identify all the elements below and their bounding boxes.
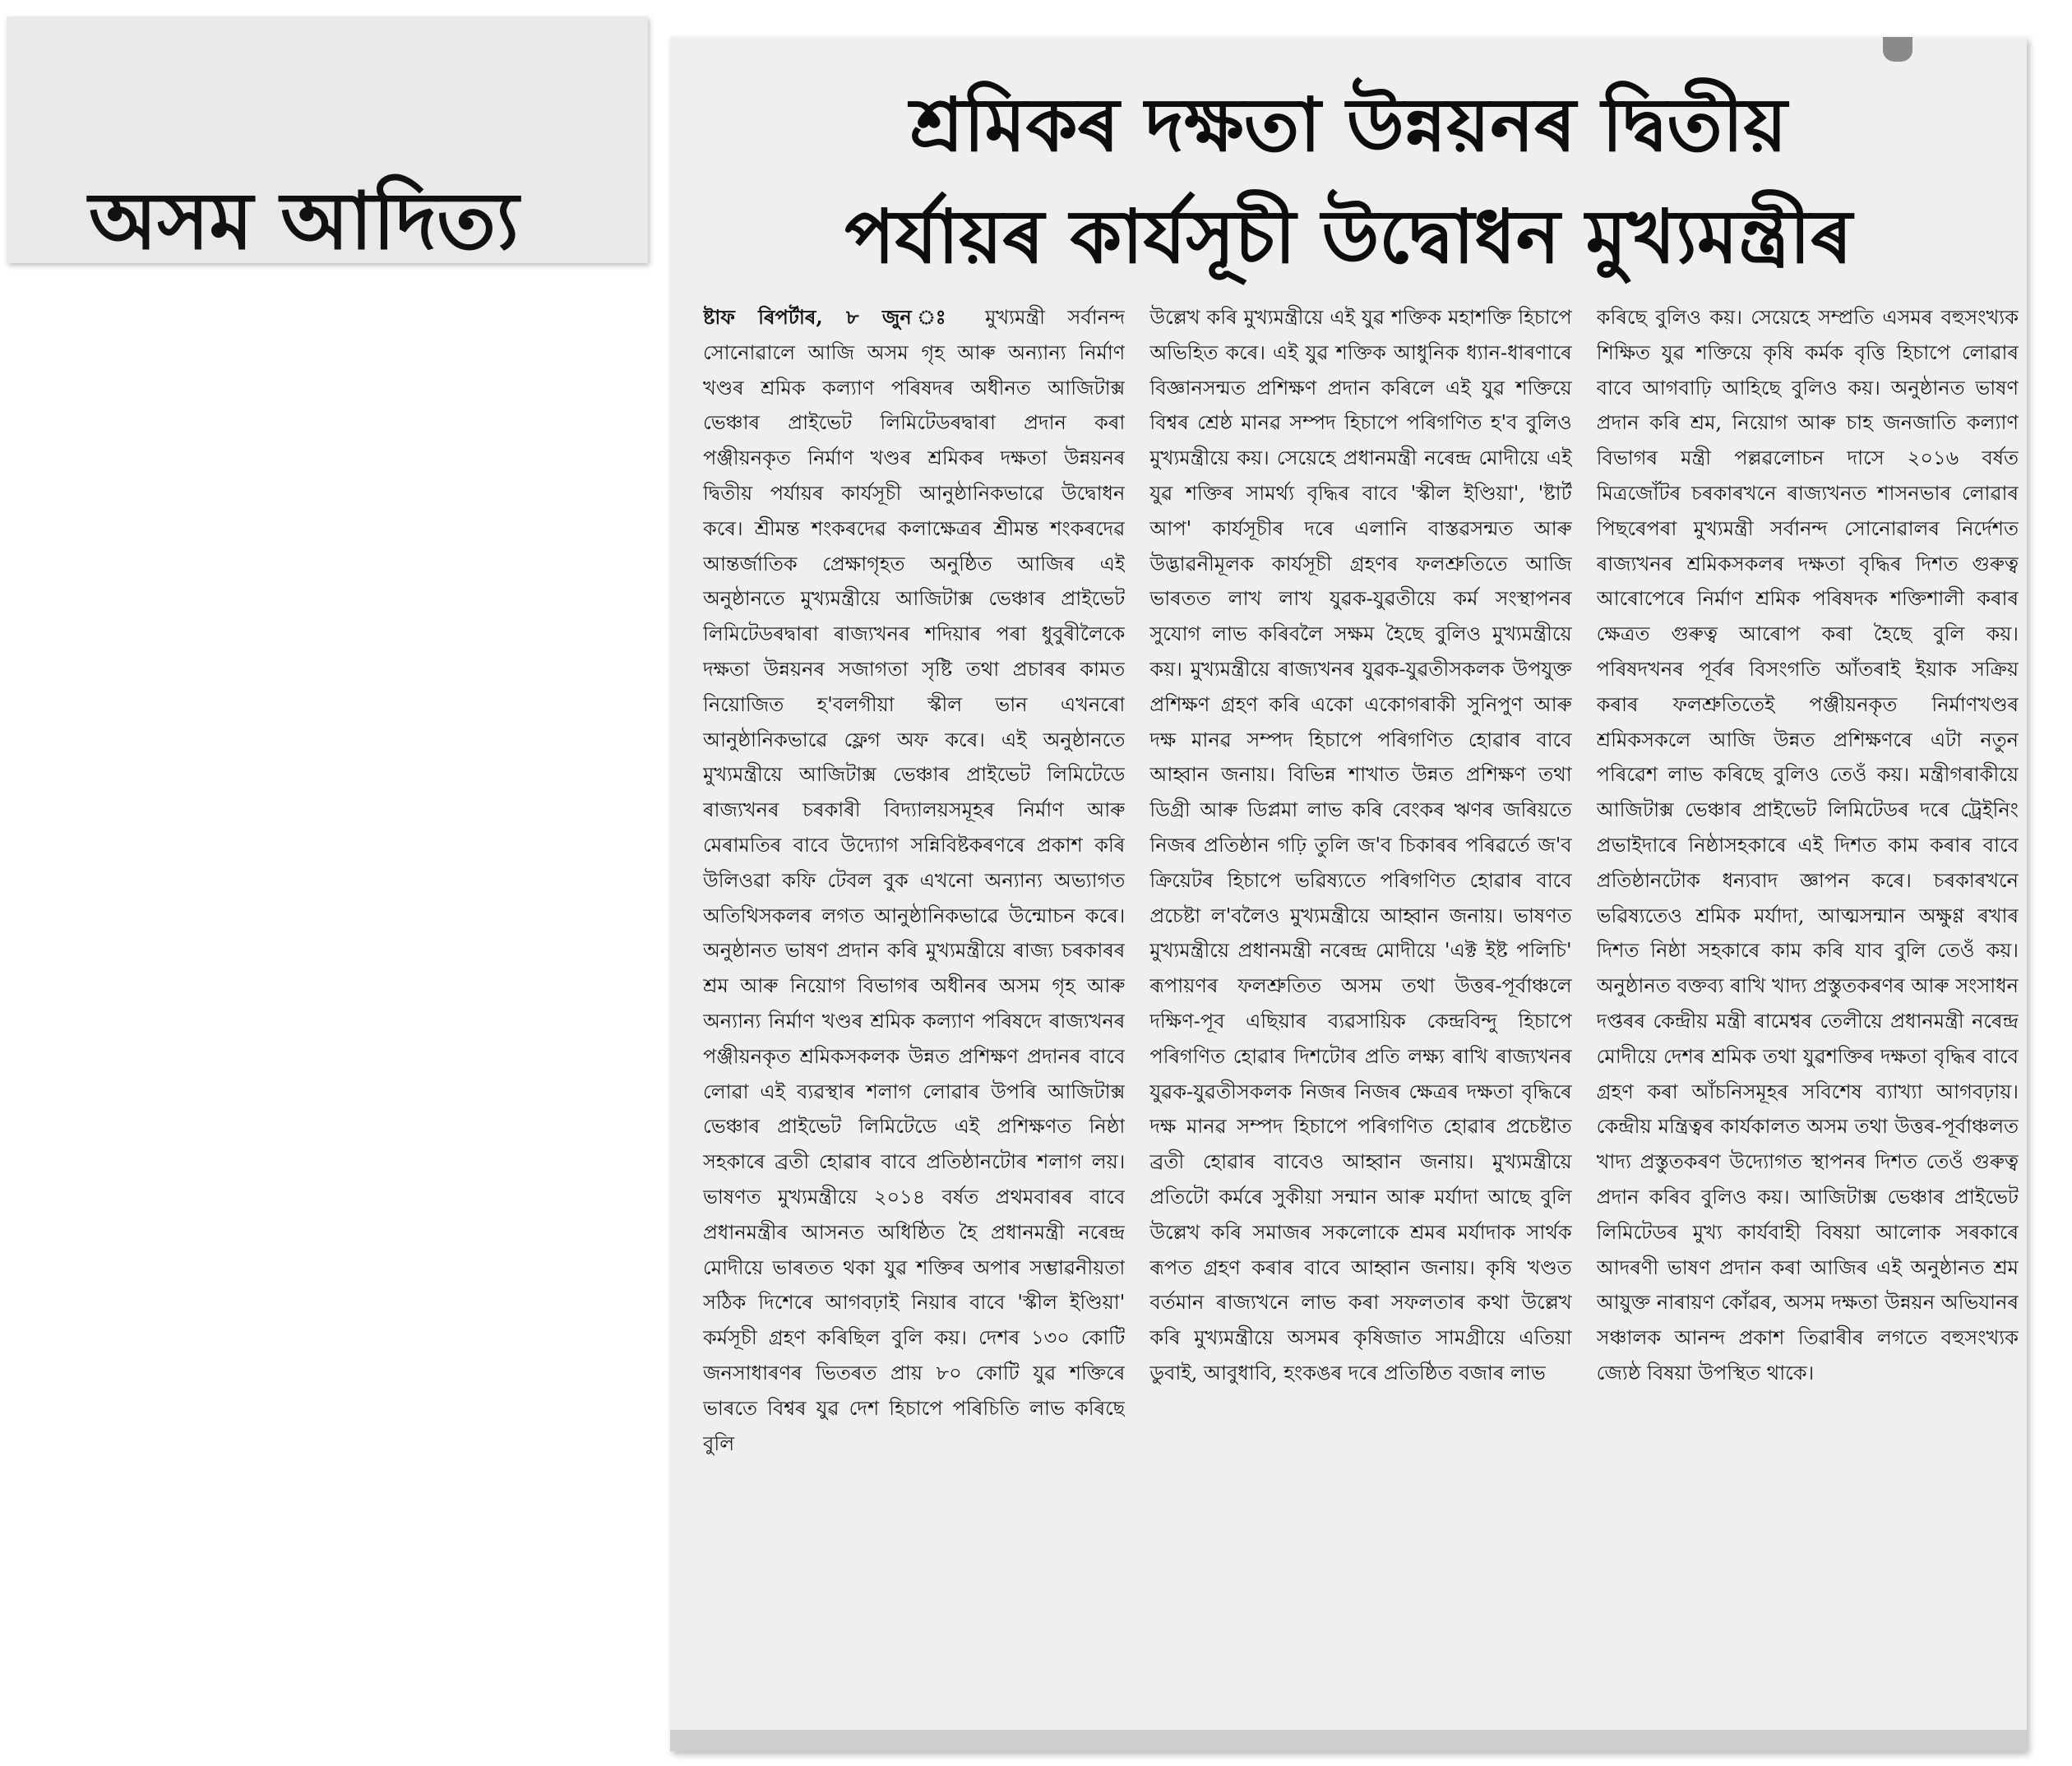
article-column-3 (1597, 300, 2019, 1718)
article-body (703, 300, 2019, 1718)
cropped-top-strip (670, 37, 2027, 52)
article-column-1 (703, 300, 1125, 1718)
column-3-text: কৰিছে বুলিও কয়। সেয়েহে সম্প্ৰতি এসমৰ বহুসংখ্যক শিক্ষিত যুৱ শক্তিয়ে কৃষি কৰ্মক বৃত্তি হিচাপে লোৱাৰ বাবে আগবাঢ়ি আহিছে বুলিও কয়। অনুষ্ঠানত ভাষণ প্ৰদান কৰি শ্ৰম, নিয়োগ আৰু চাহ জনজাতি কল্যাণ বিভাগৰ মন্ত্ৰী পল্লৱলোচন দাসে ২০১৬ বৰ্ষত মিত্ৰজোঁটৰ চৰকাৰখনে ৰাজ্যখনত শাসনভাৰ লোৱাৰ পিছৰেপৰা মুখ্যমন্ত্ৰী সৰ্বানন্দ সোনোৱালৰ নিৰ্দেশত ৰাজ্যখনৰ শ্ৰমিকসকলৰ দক্ষতা বৃদ্ধিৰ দিশত গুৰুত্ব আৰোপেৰে নিৰ্মাণ শ্ৰমিক পৰিষদক শক্তিশালী কৰাৰ ক্ষেত্ৰত গুৰুত্ব আৰোপ কৰা হৈছে বুলি কয়। পৰিষদখনৰ পূৰ্বৰ বিসংগতি আঁতৰাই ইয়াক সক্ৰিয় কৰাৰ ফলশ্ৰুতিতেই পঞ্জীয়নকৃত নিৰ্মাণখণ্ডৰ শ্ৰমিকসকলে আজি উন্নত প্ৰশিক্ষণৰে এটা নতুন পৰিৱেশ লাভ কৰিছে বুলিও তেওঁ কয়। মন্ত্ৰীগৰাকীয়ে আজিটাক্স ভেঞ্চাৰ প্ৰাইভেট লিমিটেডৰ দৰে ট্ৰেইনিং প্ৰভাইদাৰে নিষ্ঠাসহকাৰে এই দিশত কাম কৰাৰ বাবে প্ৰতিষ্ঠানটোক ধন্যবাদ জ্ঞাপন কৰে। চৰকাৰখনে ভৱিষ্যতেও শ্ৰমিক মৰ্যাদা, আত্মসন্মান অক্ষুণ্ণ ৰখাৰ দিশত নিষ্ঠা সহকাৰে কাম কৰি যাব বুলি তেওঁ কয়। অনুষ্ঠানত বক্তব্য ৰাখি খাদ্য প্ৰস্তুতকৰণৰ আৰু সংসাধন দপ্তৰৰ কেন্দ্ৰীয় মন্ত্ৰী ৰামেশ্বৰ তেলীয়ে প্ৰধানমন্ত্ৰী নৰেন্দ্ৰ মোদীয়ে দেশৰ শ্ৰমিক তথা যুৱশক্তিৰ দক্ষতা বৃদ্ধিৰ বাবে গ্ৰহণ কৰা আঁচনিসমূহৰ সবিশেষ ব্যাখ্যা আগবঢ়ায়। কেন্দ্ৰীয় মন্ত্ৰিত্বৰ কাৰ্যকালত অসম তথা উত্তৰ-পূৰ্বাঞ্চলত খাদ্য প্ৰস্তুতকৰণ উদ্যোগত স্থাপনৰ দিশত তেওঁ গুৰুত্ব প্ৰদান কৰিব বুলিও কয়। আজিটাক্স ভেঞ্চাৰ প্ৰাইভেট লিমিটেডৰ মুখ্য কাৰ্যবাহী বিষয়া আলোক সৰকাৰে আদৰণী ভাষণ প্ৰদান কৰা আজিৰ এই অনুষ্ঠানত শ্ৰম আয়ুক্ত নাৰায়ণ কোঁৱৰ, অসম দক্ষতা উন্নয়ন অভিযানৰ সঞ্চালক আনন্দ প্ৰকাশ তিৱাৰীৰ লগতে বহুসংখ্যক জ্যেষ্ঠ বিষয়া উপস্থিত থাকে। (1596, 306, 2019, 1385)
newspaper-name: অসম আদিত্য (89, 175, 520, 267)
headline-line-2: পৰ্যায়ৰ কাৰ্যসূচী উদ্বোধন মুখ্যমন্ত্ৰীৰ (844, 194, 1852, 280)
byline: ষ্টাফ ৰিপৰ্টাৰ, ৮ জুন ঃ (703, 305, 963, 329)
headline (703, 70, 1994, 294)
article-column-2 (1149, 300, 1571, 1718)
column-1-text: মুখ্যমন্ত্ৰী সৰ্বানন্দ সোনোৱালে আজি অসম গৃহ আৰু অন্যান্য নিৰ্মাণ খণ্ডৰ শ্ৰমিক কল্যাণ পৰিষদৰ অধীনত আজিটাক্স ভেঞ্চাৰ প্ৰাইভেট লিমিটেডৰদ্বাৰা প্ৰদান কৰা পঞ্জীয়নকৃত নিৰ্মাণ খণ্ডৰ শ্ৰমিকৰ দক্ষতা উন্নয়নৰ দ্বিতীয় পৰ্যায়ৰ কাৰ্যসূচী আনুষ্ঠানিকভাৱে উদ্বোধন কৰে। শ্ৰীমন্ত শংকৰদেৱ কলাক্ষেত্ৰৰ শ্ৰীমন্ত শংকৰদেৱ আন্তৰ্জাতিক প্ৰেক্ষাগৃহত অনুষ্ঠিত আজিৰ এই অনুষ্ঠানতে মুখ্যমন্ত্ৰীয়ে আজিটাক্স ভেঞ্চাৰ প্ৰাইভেট লিমিটেডৰদ্বাৰা ৰাজ্যখনৰ শদিয়াৰ পৰা ধুবুৰীলৈকে দক্ষতা উন্নয়নৰ সজাগতা সৃষ্টি তথা প্ৰচাৰৰ কামত নিয়োজিত হ'বলগীয়া স্কীল ভান এখনৰো আনুষ্ঠানিকভাৱে ফ্লেগ অফ কৰে। এই অনুষ্ঠানতে মুখ্যমন্ত্ৰীয়ে আজিটাক্স ভেঞ্চাৰ প্ৰাইভেট লিমিটেডে ৰাজ্যখনৰ চৰকাৰী বিদ্যালয়সমূহৰ নিৰ্মাণ আৰু মেৰামতিৰ বাবে উদ্যোগ সন্নিবিষ্টকৰণৰে প্ৰকাশ কৰি উলিওৱা কফি টেবল বুক এখনো অন্যান্য অভ্যাগত অতিথিসকলৰ লগত আনুষ্ঠানিকভাৱে উন্মোচন কৰে। অনুষ্ঠানত ভাষণ প্ৰদান কৰি মুখ্যমন্ত্ৰীয়ে ৰাজ্য চৰকাৰৰ শ্ৰম আৰু নিয়োগ বিভাগৰ অধীনৰ অসম গৃহ আৰু অন্যান্য নিৰ্মাণ খণ্ডৰ শ্ৰমিক কল্যাণ পৰিষদে ৰাজ্যখনৰ পঞ্জীয়নকৃত শ্ৰমিকসকলক উন্নত প্ৰশিক্ষণ প্ৰদানৰ বাবে লোৱা এই ব্যৱস্থাৰ শলাগ লোৱাৰ উপৰি আজিটাক্স ভেঞ্চাৰ প্ৰাইভেট লিমিটেডে এই প্ৰশিক্ষণত নিষ্ঠা সহকাৰে ব্ৰতী হোৱাৰ বাবে প্ৰতিষ্ঠানটোৰ শলাগ লয়। ভাষণত মুখ্যমন্ত্ৰীয়ে ২০১৪ বৰ্ষত প্ৰথমবাৰৰ বাবে প্ৰধানমন্ত্ৰীৰ আসনত অধিষ্ঠিত হৈ প্ৰধানমন্ত্ৰী নৰেন্দ্ৰ মোদীয়ে ভাৰতত থকা যুৱ শক্তিৰ অপাৰ সম্ভাৱনীয়তা সঠিক দিশেৰে আগবঢ়াই নিয়াৰ বাবে 'স্কীল ইণ্ডিয়া' কৰ্মসূচী গ্ৰহণ কৰিছিল বুলি কয়। দেশৰ ১৩০ কোটি জনসাধাৰণৰ ভিতৰত প্ৰায় ৮০ কোটি যুৱ শক্তিৰে ভাৰতে বিশ্বৰ যুৱ দেশ হিচাপে পৰিচিতি লাভ কৰিছে বুলি (703, 306, 1126, 1455)
masthead-clipping (7, 16, 648, 267)
headline-line-1: শ্ৰমিকৰ দক্ষতা উন্নয়নৰ দ্বিতীয় (909, 82, 1788, 169)
cropped-bottom-strip (670, 1730, 2027, 1751)
article-clipping (670, 37, 2027, 1751)
column-2-text: উল্লেখ কৰি মুখ্যমন্ত্ৰীয়ে এই যুৱ শক্তিক মহাশক্তি হিচাপে অভিহিত কৰে। এই যুৱ শক্তিক আধুনিক ধ্যান-ধাৰণাৰে বিজ্ঞানসন্মত প্ৰশিক্ষণ প্ৰদান কৰিলে এই যুৱ শক্তিয়ে বিশ্বৰ শ্ৰেষ্ঠ মানৱ সম্পদ হিচাপে পৰিগণিত হ'ব বুলিও মুখ্যমন্ত্ৰীয়ে কয়। সেয়েহে প্ৰধানমন্ত্ৰী নৰেন্দ্ৰ মোদীয়ে এই যুৱ শক্তিৰ সামৰ্থ্য বৃদ্ধিৰ বাবে 'স্কীল ইণ্ডিয়া', 'ষ্টাৰ্ট আপ' কাৰ্যসূচীৰ দৰে এলানি বাস্তৱসন্মত আৰু উদ্ভাৱনীমূলক কাৰ্যসূচী গ্ৰহণৰ ফলশ্ৰুতিতে আজি ভাৰতত লাখ লাখ যুৱক-যুৱতীয়ে কৰ্ম সংস্থাপনৰ সুযোগ লাভ কৰিবলৈ সক্ষম হৈছে বুলিও মুখ্যমন্ত্ৰীয়ে কয়। মুখ্যমন্ত্ৰীয়ে ৰাজ্যখনৰ যুৱক-যুৱতীসকলক উপযুক্ত প্ৰশিক্ষণ গ্ৰহণ কৰি একো একোগৰাকী সুনিপুণ আৰু দক্ষ মানৱ সম্পদ হিচাপে পৰিগণিত হোৱাৰ বাবে আহ্বান জনায়। বিভিন্ন শাখাত উন্নত প্ৰশিক্ষণ তথা ডিগ্ৰী আৰু ডিপ্লমা লাভ কৰি বেংকৰ ঋণৰ জৰিয়তে নিজৰ প্ৰতিষ্ঠান গঢ়ি তুলি জ'ব চিকাৰৰ পৰিৱৰ্তে জ'ব ক্ৰিয়েটৰ হিচাপে ভৱিষ্যতে পৰিগণিত হোৱাৰ বাবে প্ৰচেষ্টা ল'বলৈও মুখ্যমন্ত্ৰীয়ে আহ্বান জনায়। ভাষণত মুখ্যমন্ত্ৰীয়ে প্ৰধানমন্ত্ৰী নৰেন্দ্ৰ মোদীয়ে 'এক্ট ইষ্ট পলিচি' ৰূপায়ণৰ ফলশ্ৰুতিত অসম তথা উত্তৰ-পূৰ্বাঞ্চলে দক্ষিণ-পূব এছিয়াৰ ব্যৱসায়িক কেন্দ্ৰবিন্দু হিচাপে পৰিগণিত হোৱাৰ দিশটোৰ প্ৰতি লক্ষ্য ৰাখি ৰাজ্যখনৰ যুৱক-যুৱতীসকলক নিজৰ নিজৰ ক্ষেত্ৰৰ দক্ষতা বৃদ্ধিৰে দক্ষ মানৱ সম্পদ হিচাপে পৰিগণিত হোৱাৰ প্ৰচেষ্টাত ব্ৰতী হোৱাৰ বাবেও আহ্বান জনায়। মুখ্যমন্ত্ৰীয়ে প্ৰতিটো কৰ্মৰে সুকীয়া সন্মান আৰু মৰ্যাদা আছে বুলি উল্লেখ কৰি সমাজৰ সকলোকে শ্ৰমৰ মৰ্যাদাক সাৰ্থক ৰূপত গ্ৰহণ কৰাৰ বাবে আহ্বান জনায়। কৃষি খণ্ডত বৰ্তমান ৰাজ্যখনে লাভ কৰা সফলতাৰ কথা উল্লেখ কৰি মুখ্যমন্ত্ৰীয়ে অসমৰ কৃষিজাত সামগ্ৰীয়ে এতিয়া ডুবাই, আবুধাবি, হংকঙৰ দৰে প্ৰতিষ্ঠিত বজাৰ লাভ (1149, 306, 1572, 1385)
